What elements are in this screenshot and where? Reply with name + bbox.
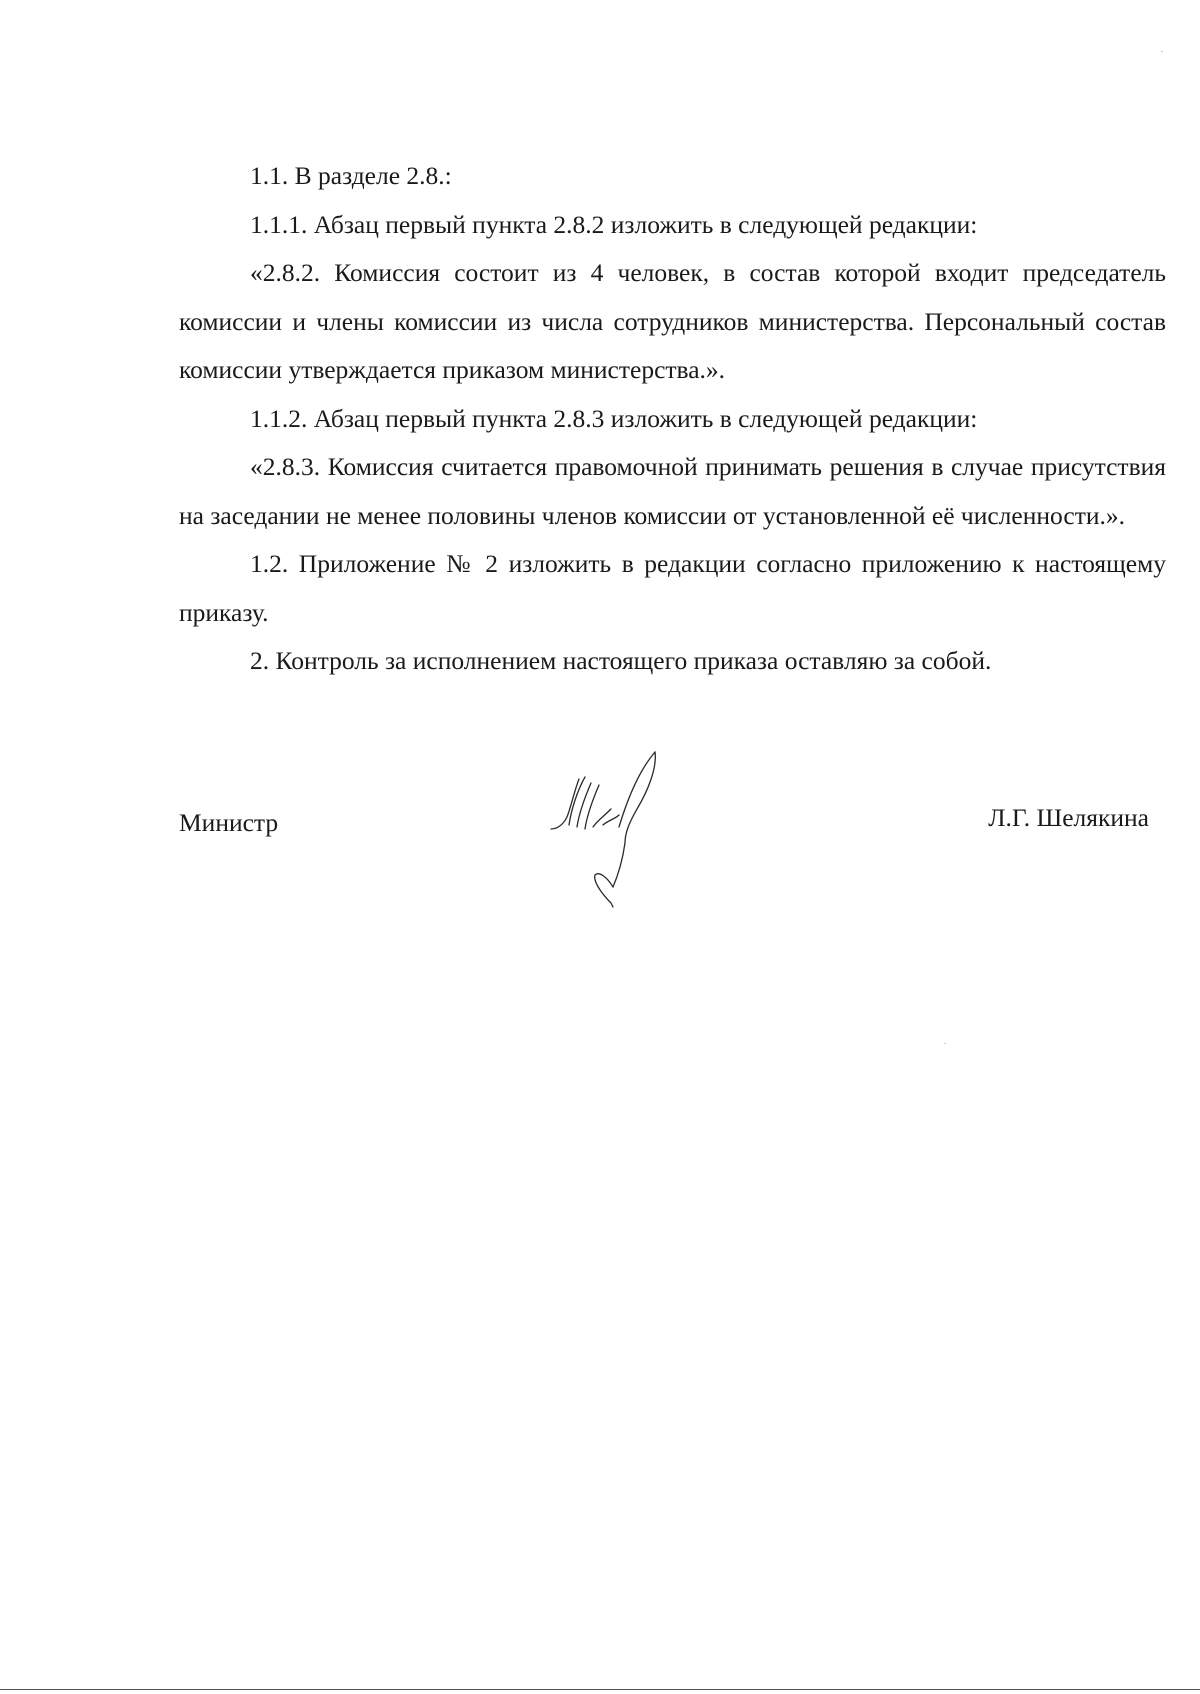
document-body — [179, 152, 1166, 686]
scan-speck — [944, 1043, 946, 1044]
signatory-position: Министр — [179, 808, 279, 837]
paragraph-1-1-2: 1.1.2. Абзац первый пункта 2.8.3 изложить в следующей редакции: — [250, 403, 978, 433]
scan-speck — [1161, 51, 1163, 52]
paragraph-1-1-1: 1.1.1. Абзац первый пункта 2.8.2 изложить в следующей редакции: — [250, 209, 978, 239]
page-bottom-edge — [0, 1689, 1200, 1690]
paragraph-1-1: 1.1. В разделе 2.8.: — [250, 161, 452, 190]
signature-block — [179, 800, 1149, 940]
paragraph-2: 2. Контроль за исполнением настоящего приказа оставляю за собой. — [250, 646, 992, 675]
paragraph-2-8-3-text: «2.8.3. Комиссия считается правомочной принимать решения в случае присутствия на заседании не менее половины членов комиссии от установленной её численности.». — [179, 452, 1166, 530]
paragraph-2-8-2-text: «2.8.2. Комиссия состоит из 4 человек, в состав которой входит председатель комиссии и члены комиссии из числа сотрудников министерства. Персональный состав комиссии утверждается приказом министерства.». — [179, 258, 1166, 384]
paragraph-1-2: 1.2. Приложение № 2 изложить в редакции согласно приложению к настоящему приказу. — [179, 549, 1166, 627]
handwritten-signature — [541, 747, 691, 927]
signatory-name: Л.Г. Шелякина — [988, 803, 1149, 832]
